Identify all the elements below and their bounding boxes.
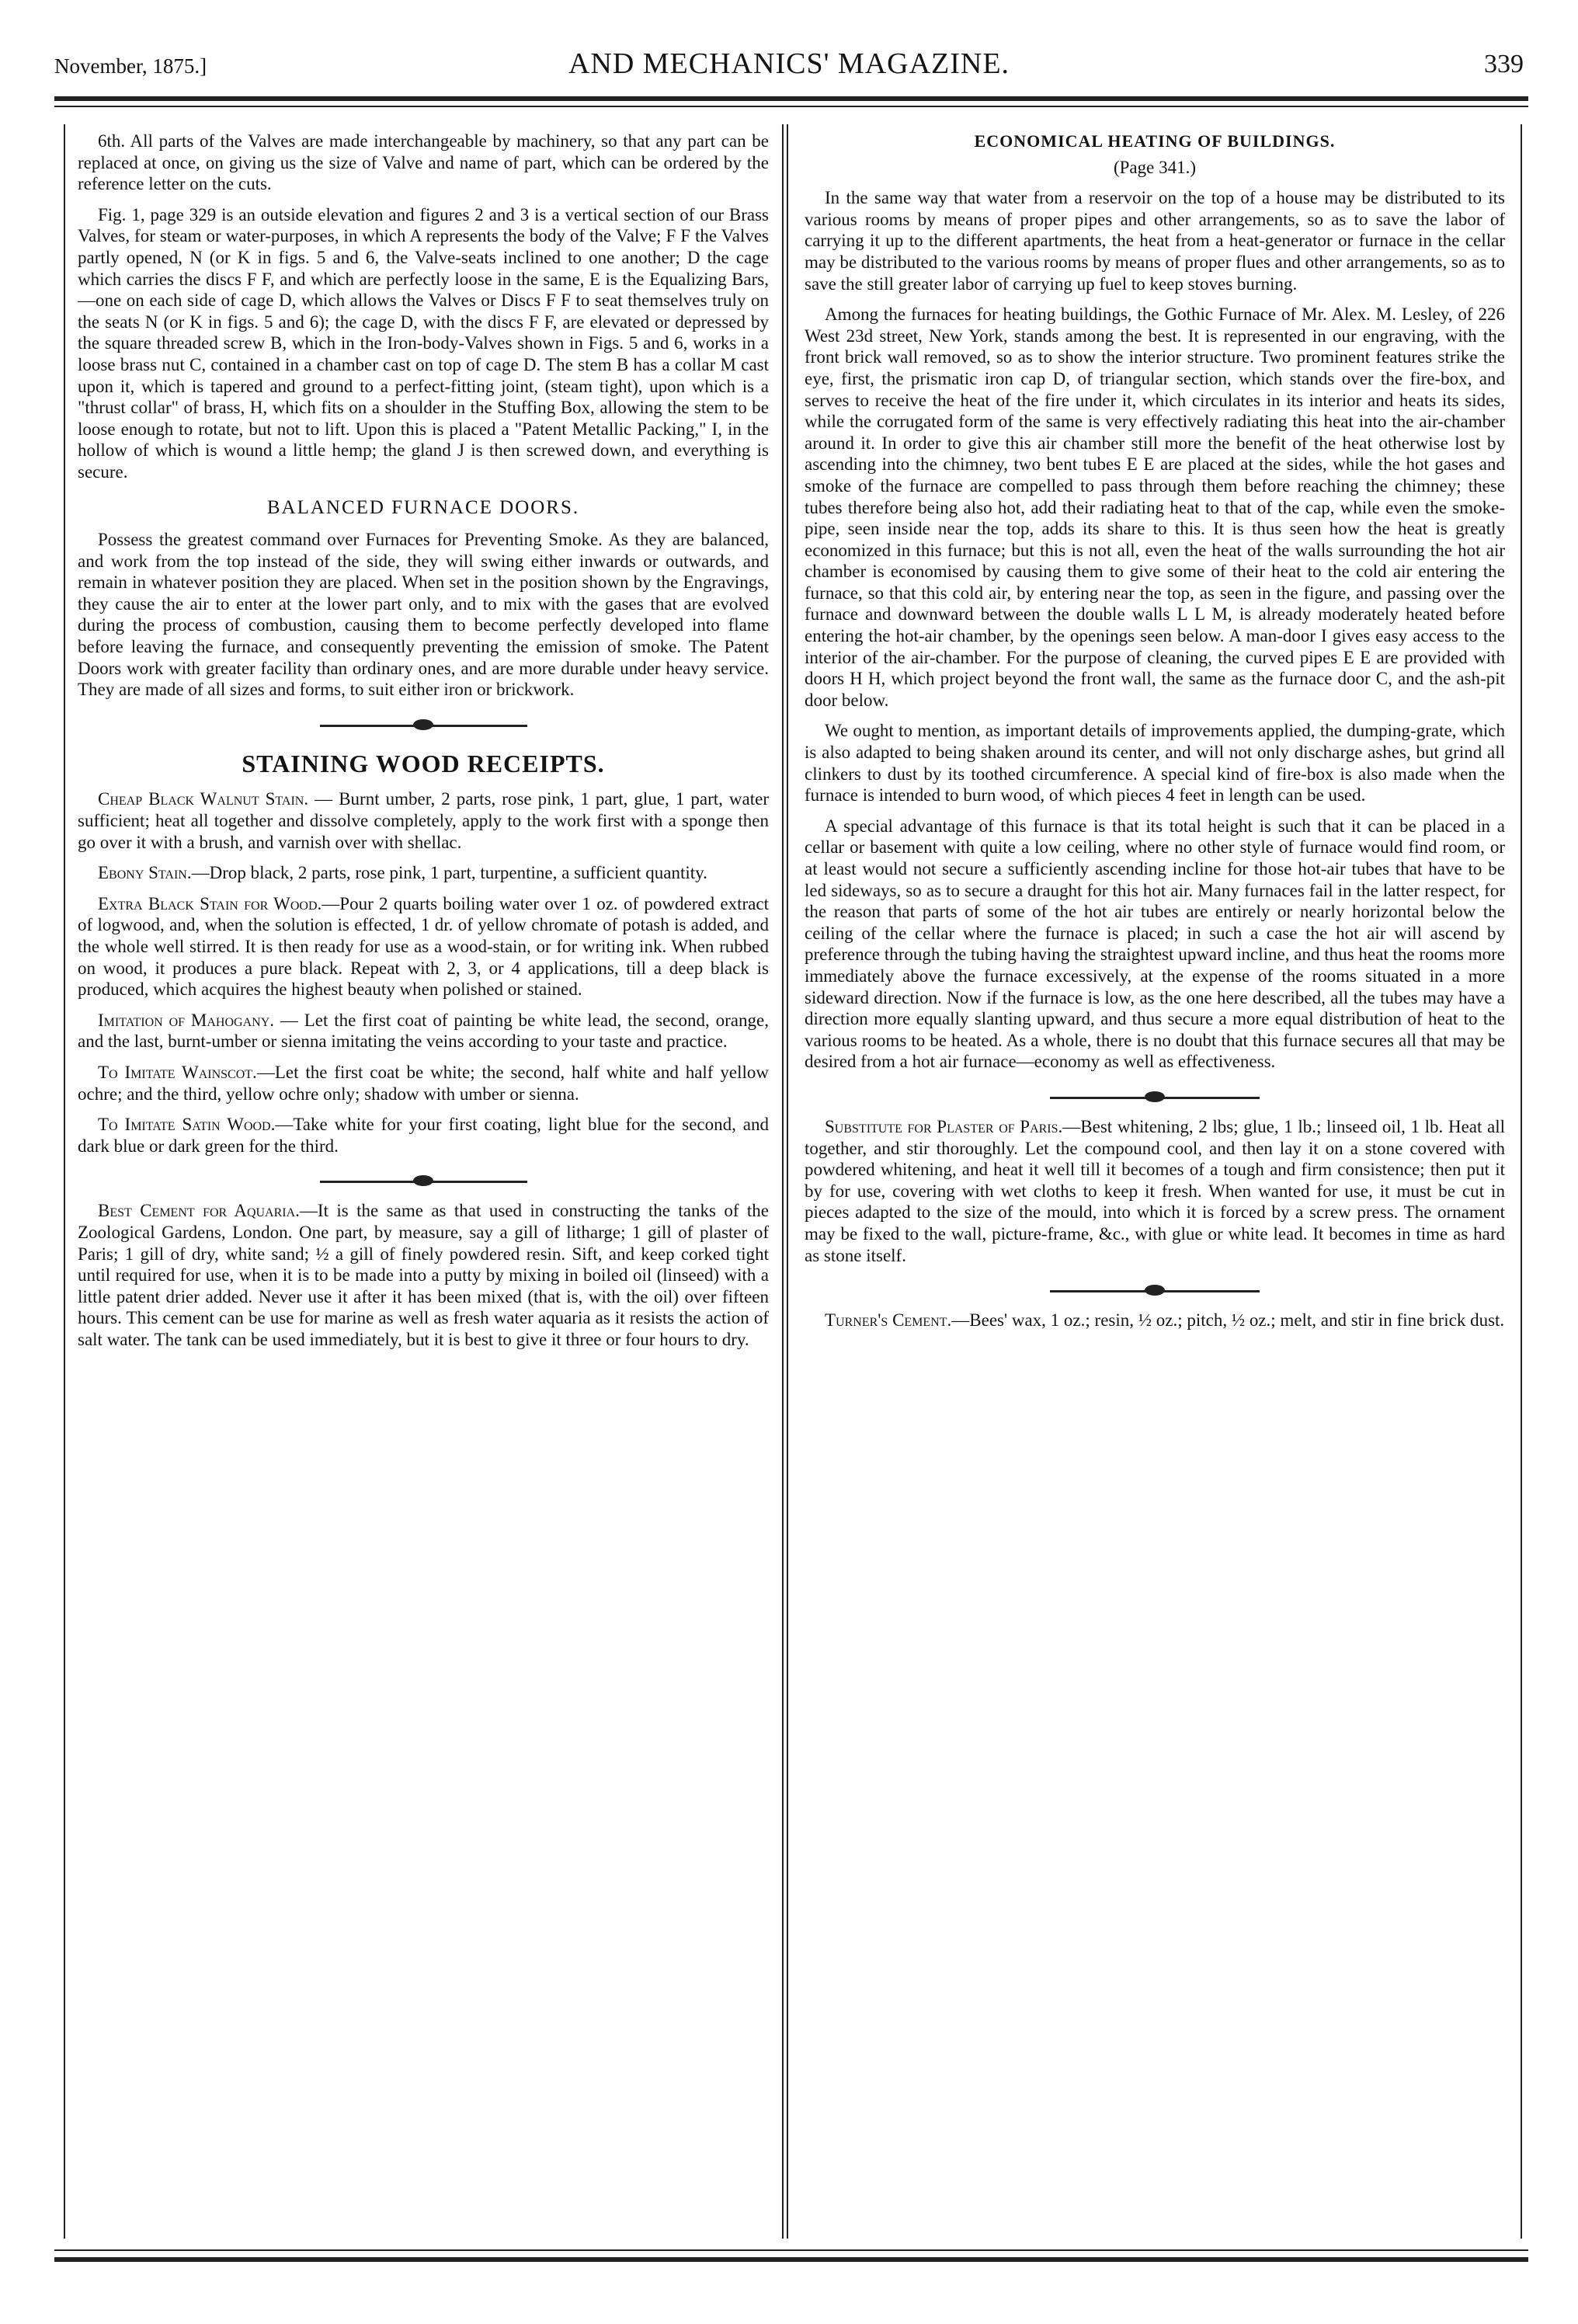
- recipe-aquaria-cement: [78, 1200, 769, 1350]
- balanced-doors-heading: BALANCED FURNACE DOORS.: [266, 496, 580, 518]
- header-rule-thick: [54, 96, 1528, 101]
- recipe-plaster-substitute: [805, 1116, 1505, 1266]
- right-border-rule: [1521, 124, 1522, 2239]
- recipe-title: Best Cement for Aquaria.: [98, 1201, 300, 1221]
- recipe-body: —It is the same as that used in constructing the tanks of the Zoological Gardens, London. One part, by measure, say a gill of litharge; 1 gill of plaster of Paris; 1 gill of dry, white sand; ½ a gill of finely powdered resin. Sift, and keep corked tight until required for use, when it is to be made into a putty by mixing in boiled oil (linseed) with a little patent drier added. Never use it after it has been mixed (that is, with the oil) over fifteen hours. This cement can be use for marine as well as fresh water aquaria as it resists the action of salt water. The tank can be used immediately, but it is best to give it three or four hours to dry.: [78, 1201, 769, 1349]
- recipe-body: — Burnt umber, 2 parts, rose pink, 1 part, glue, 1 part, water sufficient; heat all together and dissolve completely, apply to the work first with a sponge then go over it with a brush, and varnish over with shellac.: [78, 789, 769, 852]
- header-rule-thin: [54, 106, 1528, 107]
- heating-paragraph-2: Among the furnaces for heating buildings, the Gothic Furnace of Mr. Alex. M. Lesley, of 226 West 23d street, New York, stands among the best. It is represented in our engraving, with the front brick wall removed, so as to show the interior structure. Two prominent features strike the eye, first, the prismatic iron cap D, of triangular section, which stands over the fire-box, and serves to receive the heat of the fire under it, which circulates in its interior and heats its sides, while the corrugated form of the same is very effectively radiating this heat into the air-chamber around it. In order to give this air chamber still more the benefit of the heat otherwise lost by ascending into the chimney, two bent tubes E E are placed at the sides, while the hot gases and smoke of the furnace are compelled to pass through them before reaching the chimney; these tubes therefore being also hot, add their radiating heat to that of the cap, while even the smoke-pipe, seen inside near the top, adds its share to this. It is thus seen how the heat is greatly economized in this furnace; but this is not all, even the heat of the walls surrounding the hot air chamber is economised by causing them to give some of their heat to the cold air entering the furnace, so that this cold air, by entering near the top, as seen in the figure, and passing over the furnace and downward between the double walls L L M, is already moderately heated before entering the hot-air chamber, by the openings seen below. A man-door I gives easy access to the interior of the air-chamber. For the purpose of cleaning, the curved pipes E E are provided with doors H H, which project beyond the front wall, the same as the furnace door C, and the ash-pit door below.: [805, 304, 1505, 710]
- recipe-title: Imitation of Mahogany.: [98, 1010, 274, 1030]
- valves-paragraph-2: Fig. 1, page 329 is an outside elevation and figures 2 and 3 is a vertical section of our Brass Valves, for steam or water-purposes, in which A represents the body of the Valve; F F the Valves partly opened, N (or K in figs. 5 and 6, the Valve-seats inclined to one another; D the cage which carries the discs F F, and which are perfectly loose in the same, E is the Equalizing Bars, —one on each side of cage D, which allows the Valves or Discs F F to seat themselves truly on the seats N (or K in figs. 5 and 6); the cage D, with the discs F F, are elevated or depressed by the square threaded screw B, which in the Iron-body-Valves shown in Figs. 5 and 6, works in a loose brass nut C, contained in a chamber cast on top of cage D. The stem B has a collar M cast upon it, which is tapered and ground to a perfect-fitting joint, (steam tight), upon which is a "thrust collar" of brass, H, which fits on a shoulder in the Stuffing Box, allowing the stem to be loose enough to rotate, but not to lift. Upon this is placed a "Patent Metallic Packing," I, in the hollow of which is wound a little hemp; the gland J is then screwed down, and everything is secure.: [78, 204, 769, 482]
- recipe-body: —Let the first coat be white; the second, half white and half yellow ochre; and the third, yellow ochre only; shadow with umber or sienna.: [78, 1062, 769, 1104]
- section-divider-ornament: [805, 1082, 1505, 1113]
- heating-paragraph-3: We ought to mention, as important details of improvements applied, the dumping-grate, which is also adapted to being shaken around its center, and will not only discharge ashes, but grind all clinkers to dust by its toothed circumference. A special kind of fire-box is also made when the furnace is intended to burn wood, of which pieces 4 feet in length can be used.: [805, 721, 1505, 805]
- recipe-satin-wood: [78, 1114, 769, 1157]
- issue-date: November, 1875.]: [54, 54, 207, 78]
- recipe-title: To Imitate Wainscot.: [98, 1062, 257, 1082]
- recipe-body: —Best whitening, 2 lbs; glue, 1 lb.; linseed oil, 1 lb. Heat all together, and stir thoroughly. Let the compound cool, and then lay it on a stone covered with powdered whitening, and heat it well till it becomes of a tough and firm consistence; then put it by for use, covering with wet cloths to keep it fresh. When wanted for use, it must be cut in pieces adapted to the size of the mould, into which it is forced by a screw press. The ornament may be fixed to the wall, picture-frame, &c., with glue or white lead. It becomes in time as hard as stone itself.: [805, 1116, 1506, 1265]
- recipe-turners-cement: [805, 1310, 1505, 1331]
- recipe-title: Turner's Cement.: [825, 1310, 952, 1331]
- recipe-mahogany: [78, 1010, 769, 1052]
- recipe-walnut-stain: [78, 788, 769, 853]
- recipe-body: —Drop black, 2 parts, rose pink, 1 part, turpentine, a sufficient quantity.: [191, 863, 707, 883]
- footer-rule-thick: [54, 2257, 1528, 2262]
- recipe-wainscot: [78, 1062, 769, 1105]
- recipe-title: Ebony Stain.: [98, 863, 192, 883]
- page-number: 339: [1484, 50, 1524, 78]
- section-divider-ornament: [78, 1166, 769, 1197]
- left-column: [78, 130, 769, 1360]
- column-divider-rule-2: [787, 124, 788, 2239]
- recipe-extra-black-stain: [78, 893, 769, 1000]
- staining-wood-heading: STAINING WOOD RECEIPTS.: [242, 749, 605, 778]
- heating-heading: ECONOMICAL HEATING OF BUILDINGS.: [974, 131, 1336, 151]
- recipe-title: To Imitate Satin Wood.: [98, 1115, 276, 1135]
- recipe-body: —Take white for your first coating, light blue for the second, and dark blue or dark green for the third.: [78, 1115, 769, 1156]
- page-header: [54, 47, 1524, 85]
- section-divider-ornament: [78, 710, 769, 741]
- recipe-title: Substitute for Plaster of Paris.: [825, 1116, 1063, 1136]
- magazine-title: AND MECHANICS' MAGAZINE.: [568, 47, 1010, 80]
- recipe-title: Extra Black Stain for Wood.: [98, 893, 322, 913]
- balanced-doors-paragraph: Possess the greatest command over Furnaces for Preventing Smoke. As they are balanced, and work from the top instead of the side, they will swing either inwards or outwards, and remain in whatever position they are placed. When set in the position shown by the Engravings, they cause the air to enter at the lower part only, and to mix with the gases that are evolved during the process of combustion, causing them to become perfectly developed into flame before leaving the furnace, and consequently preventing the emission of smoke. The Patent Doors work with greater facility than ordinary ones, and are more durable under heavy service. They are made of all sizes and forms, to suit either iron or brickwork.: [78, 530, 769, 700]
- recipe-body: —Pour 2 quarts boiling water over 1 oz. of powdered extract of logwood, and, when the solution is effected, 1 dr. of yellow chromate of potash is added, and the whole well stirred. It is then ready for use as a wood-stain, or for writing ink. When rubbed on wood, it produces a pure black. Repeat with 2, 3, or 4 applications, till a deep black is produced, which acquires the highest beauty when polished or stained.: [78, 893, 769, 1000]
- left-border-rule: [64, 124, 65, 2239]
- recipe-ebony-stain: [78, 862, 769, 884]
- valves-paragraph-1: 6th. All parts of the Valves are made interchangeable by machinery, so that any part can be replaced at once, on giving us the size of Valve and name of part, which can be ordered by the reference letter on the cuts.: [78, 131, 769, 194]
- column-divider-rule: [782, 124, 784, 2239]
- heating-paragraph-4: A special advantage of this furnace is that its total height is such that it can be placed in a cellar or basement with quite a low ceiling, where no other style of furnace would find room, or at least would not secure a sufficiently ascending incline for those hot-air tubes that have to be led sideways, so as to secure a draught for this hot air. Many furnaces fail in the latter respect, for the reason that parts of some of the hot air tubes are entirely or nearly horizontal below the ceiling of the cellar where the furnace is placed; in such a case the hot air will ascend by preference through the tubing having the straightest upward incline, and thus heat the rooms more immediately above the furnace excessively, at the expense of the rooms situated in a more sideward direction. Now if the furnace is low, as the one here described, all the tubes may have a direction more equally slanting upward, and thus secure a more equal distribution of heat to the various rooms to be heated. As a whole, there is no doubt that this furnace secures all that may be desired from a hot air furnace—economy as well as effectiveness.: [805, 816, 1505, 1072]
- page-reference: (Page 341.): [1113, 157, 1197, 177]
- section-divider-ornament: [805, 1275, 1505, 1306]
- recipe-body: — Let the first coat of painting be white lead, the second, orange, and the last, burnt-umber or sienna imitating the veins according to your taste and practice.: [78, 1010, 769, 1052]
- recipe-body: —Bees' wax, 1 oz.; resin, ½ oz.; pitch, ½ oz.; melt, and stir in fine brick dust.: [951, 1310, 1505, 1331]
- recipe-title: Cheap Black Walnut Stain.: [98, 789, 309, 809]
- right-column: [805, 130, 1505, 1341]
- footer-rule-thin: [54, 2249, 1528, 2251]
- heating-paragraph-1: In the same way that water from a reservoir on the top of a house may be distributed to its various rooms by means of proper pipes and other arrangements, so as to save the labor of carrying it up to the different apartments, the heat from a heat-generator or furnace in the cellar may be distributed to the various rooms by means of proper flues and other arrangements, so as to save the still greater labor of carrying up fuel to keep stoves burning.: [805, 188, 1505, 294]
